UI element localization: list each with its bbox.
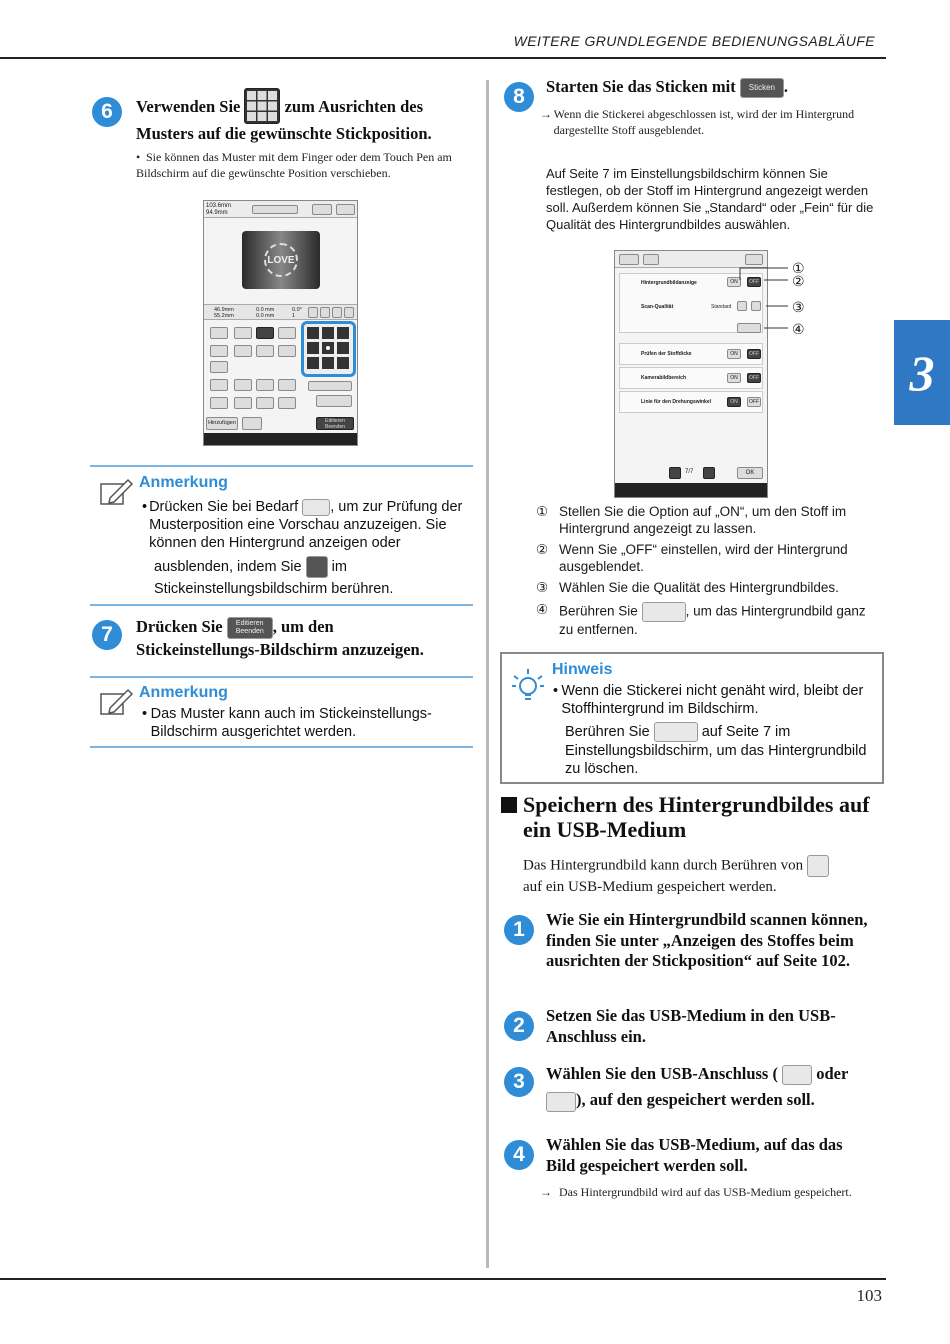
- page-number: 103: [856, 1286, 882, 1305]
- love-pattern: LOVE: [264, 243, 298, 277]
- zoom-out-button[interactable]: [344, 307, 354, 318]
- background-toggle[interactable]: [308, 307, 318, 318]
- erase-icon: [642, 602, 686, 622]
- status-bar: [615, 483, 767, 497]
- callout-lines: [730, 258, 820, 338]
- background-icon: [306, 556, 328, 578]
- footer-rule: [0, 1278, 886, 1280]
- tool-button[interactable]: [210, 397, 228, 409]
- note-pencil-icon: [100, 688, 134, 721]
- on-button[interactable]: ON: [727, 277, 741, 287]
- legend-item: ③ Wählen Sie die Qualität des Hintergrundbildes.: [536, 579, 839, 595]
- tool-button[interactable]: [210, 327, 228, 339]
- note-2-heading: Anmerkung: [139, 684, 228, 701]
- settings-tab[interactable]: [619, 254, 639, 265]
- usb-port-icon: [782, 1065, 812, 1085]
- add-button[interactable]: Hinzufügen: [206, 417, 238, 430]
- tool-button[interactable]: [210, 345, 228, 357]
- slider-control[interactable]: [308, 381, 352, 391]
- size-readout: 103.6mm 94.9mm: [206, 203, 232, 216]
- tool-button[interactable]: [256, 345, 274, 357]
- on-button[interactable]: ON: [727, 349, 741, 359]
- row-label: Hintergrundbildanzeige: [641, 280, 697, 286]
- preview-icon: [302, 499, 330, 516]
- running-header: WEITERE GRUNDLEGENDE BEDIENUNGSABLÄUFE: [513, 33, 875, 49]
- tool-button[interactable]: [256, 379, 274, 391]
- position-bar: 46.9mm 55.2mm 0.0 mm 0.0 mm 0.0° 1: [204, 304, 357, 320]
- result-arrow-icon: →: [540, 107, 552, 121]
- hinweis-text: • Wenn die Stickerei nicht genäht wird, bleibt der Stoffhintergrund im Bildschirm. Berühren Sie auf Seite 7 im Einstellungsbildschirm, um das Hintergrundbild zu löschen.: [553, 683, 867, 778]
- section-marker: [501, 797, 517, 813]
- sticken-button-icon: Sticken: [740, 78, 784, 98]
- step-7-heading-2: Stickeinstellungs-Bildschirm anzuzeigen.: [136, 640, 424, 659]
- erase-icon: [654, 722, 698, 742]
- legend-item: ① Stellen Sie die Option auf „ON“, um den Stoff im Hintergrund angezeigt zu lassen.: [536, 504, 847, 536]
- view-toggle[interactable]: [252, 205, 298, 214]
- lightbulb-icon: [510, 666, 546, 711]
- on-button[interactable]: ON: [727, 397, 741, 407]
- density-button[interactable]: [278, 327, 296, 339]
- note-pencil-icon: [100, 478, 134, 511]
- callout-1: ①: [792, 260, 805, 276]
- step-3-text: Wählen Sie den USB-Anschluss ( oder ), auf den gespeichert werden soll.: [546, 1061, 886, 1114]
- note-2-bottom-rule: [90, 746, 473, 748]
- settings-tab[interactable]: [643, 254, 659, 265]
- step-4-badge: 4: [504, 1140, 534, 1170]
- status-bar: [204, 433, 357, 445]
- legend-item: ② Wenn Sie „OFF“ einstellen, wird der Hintergrund ausgeblendet.: [536, 541, 848, 574]
- step-6-heading: Verwenden Sie zum Ausrichten des: [136, 90, 476, 126]
- legend-list: [536, 504, 876, 639]
- edit-end-button-icon: Editieren Beenden: [227, 617, 273, 639]
- note-2-top-rule: [90, 676, 473, 678]
- tool-button[interactable]: [278, 397, 296, 409]
- step-2-text: Setzen Sie das USB-Medium in den USB-Anschluss ein.: [546, 1006, 836, 1046]
- step-6-heading-2: Musters auf die gewünschte Stickposition.: [136, 124, 432, 143]
- hinweis-heading: Hinweis: [552, 661, 613, 678]
- off-button[interactable]: OFF: [749, 351, 759, 357]
- note-1-top-rule: [90, 465, 473, 467]
- page-indicator: 7/7: [685, 469, 694, 475]
- column-divider: [486, 80, 489, 1268]
- step-4-text: Wählen Sie das USB-Medium, auf das das Bild gespeichert werden soll.: [546, 1135, 843, 1175]
- step-6-bullet: • Sie können das Muster mit dem Finger oder dem Touch Pen am Bildschirm auf die gewünschte Position verschieben.: [136, 150, 452, 181]
- step-7-badge: 7: [92, 620, 122, 650]
- rotate-button[interactable]: [234, 327, 252, 339]
- quality-value: Standard: [711, 304, 732, 310]
- tool-button[interactable]: [234, 345, 252, 357]
- step-3-badge: 3: [504, 1067, 534, 1097]
- zoom-in-button[interactable]: [332, 307, 342, 318]
- step-1-text: Wie Sie ein Hintergrundbild scannen können, finden Sie unter „Anzeigen des Stoffes beim ausrichten der Stickposition“ auf Seite 102.: [546, 910, 868, 971]
- ok-button[interactable]: OK: [737, 467, 763, 479]
- on-button[interactable]: ON: [727, 373, 741, 383]
- note-2-text: • Das Muster kann auch im Stickeinstellungs-Bildschirm ausgerichtet werden.: [142, 706, 432, 741]
- chapter-tab: 3: [894, 320, 950, 425]
- embroidery-edit-screen: [203, 200, 358, 446]
- tool-button[interactable]: [210, 379, 228, 391]
- usb-port-2-icon: [546, 1092, 576, 1112]
- callout-4: ④: [792, 321, 805, 337]
- step-8-heading: Starten Sie das Sticken mit Sticken .: [546, 76, 886, 98]
- row-label: Scan-Qualität: [641, 304, 674, 310]
- preview-button[interactable]: [312, 204, 332, 215]
- tool-button[interactable]: [278, 345, 296, 357]
- mirror-button[interactable]: [256, 327, 274, 339]
- step-8-result: → Wenn die Stickerei abgeschlossen ist, wird der im Hintergrund dargestellte Stoff ausgeblendet.: [540, 107, 855, 138]
- settings-paragraph: Auf Seite 7 im Einstellungsbildschirm können Sie festlegen, ob der Stoff im Hintergrund angezeigt werden soll. Außerdem können Sie „Standard“ oder „Fein“ für die Qualität des Hintergrundbildes auswählen.: [546, 166, 874, 232]
- note-1-bottom-rule: [90, 604, 473, 606]
- step-2-badge: 2: [504, 1011, 534, 1041]
- tool-button[interactable]: [234, 379, 252, 391]
- header-rule: [0, 57, 886, 59]
- edit-end-button[interactable]: Editieren Beenden: [316, 417, 354, 430]
- note-1-text: • Drücken Sie bei Bedarf , um zur Prüfung der Musterposition eine Vorschau anzuzeigen. Sie können den Hintergrund anzeigen oder ausblenden, indem Sie im Stickeinstellungsbildschirm berühren.: [142, 499, 463, 598]
- home-button[interactable]: [336, 204, 355, 215]
- row-label: Prüfen der Stoffdicke: [641, 351, 692, 357]
- section-title: Speichern des Hintergrundbildes auf ein USB-Medium: [523, 792, 870, 843]
- pattern-preview[interactable]: [242, 231, 320, 289]
- off-button[interactable]: OFF: [749, 375, 759, 381]
- legend-item: ④ Berühren Sie , um das Hintergrundbild ganz zu entfernen.: [536, 602, 866, 638]
- off-button[interactable]: OFF: [749, 399, 759, 405]
- erase-button[interactable]: [242, 417, 262, 430]
- tool-button[interactable]: [278, 379, 296, 391]
- step-1-badge: 1: [504, 915, 534, 945]
- callout-3: ③: [792, 299, 805, 315]
- tool-grid: [210, 327, 298, 409]
- row-label: Linie für den Drehungswinkel: [641, 399, 712, 405]
- note-1-heading: Anmerkung: [139, 474, 228, 491]
- page-next-button[interactable]: [703, 467, 715, 479]
- step-7-heading: Drücken Sie Editieren Beenden , um den: [136, 616, 476, 639]
- section-intro: Das Hintergrundbild kann durch Berühren von auf ein USB-Medium gespeichert werden.: [523, 855, 883, 898]
- arrow-pad: [301, 321, 356, 377]
- arrow-keys-icon: [244, 88, 280, 124]
- counter-control[interactable]: [316, 395, 352, 407]
- step-8-badge: 8: [504, 82, 534, 112]
- page-prev-button[interactable]: [669, 467, 681, 479]
- tool-button[interactable]: [234, 397, 252, 409]
- off-button[interactable]: OFF: [749, 279, 759, 285]
- result-arrow-icon: →: [540, 1185, 552, 1199]
- zoom-button[interactable]: [320, 307, 330, 318]
- callout-2: ②: [792, 273, 805, 289]
- step-4-result: → Das Hintergrundbild wird auf das USB-Medium gespeichert.: [540, 1185, 852, 1199]
- tool-button[interactable]: [256, 397, 274, 409]
- save-image-icon: [807, 855, 829, 877]
- row-label: Kamerabildbereich: [641, 375, 687, 381]
- step-6-badge: 6: [92, 97, 122, 127]
- tool-button[interactable]: [210, 361, 228, 373]
